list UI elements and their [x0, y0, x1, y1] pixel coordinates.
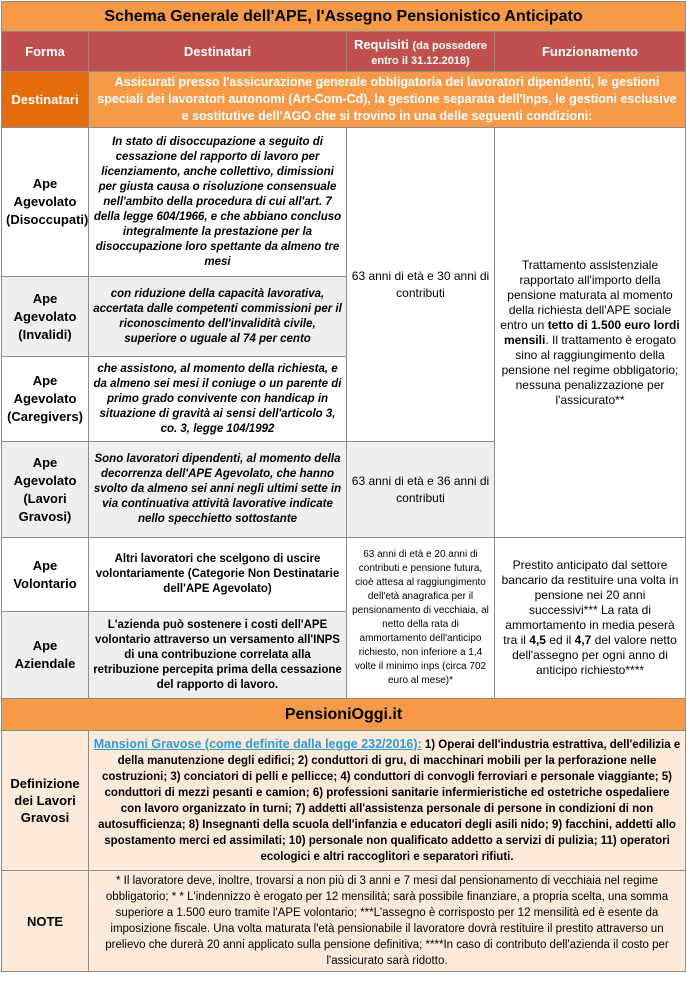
funzionamento-volontario-min: 4,5: [529, 633, 546, 647]
forma-volontario: Ape Volontario: [2, 538, 89, 612]
desc-disoccupati: In stato di disoccupazione a seguito di cessazione del rapporto di lavoro per licenziamento, anche collettivo, dimissioni per giusta causa o risoluzione consensuale nell'ambito della procedura di cui all'art. 7 della legge 604/1966, e che abbiano concluso integralmente la prestazione per la disoccupazione loro spettante da almeno tre mesi: [89, 128, 347, 277]
note-text: * Il lavoratore deve, inoltre, trovarsi a non più di 3 anni e 7 mesi dal pensionamento di vecchiaia nel regime obbligatorio; * * L'indennizzo è erogato per 12 mensilità; sarà possibile finanziare, a propria scelta, una somma superiore a 1.500 euro tramite l'APE volontario; ***L'assegno è corrisposto per 12 mensilità ed è esente da imposizione fiscale. Una volta maturata l'età pensionabile il lavoratore dovrà restituire il prestito attraverso un prelievo che durerà 20 anni applicato sulla pensione definitiva; ****In caso di contributo dell'azienda il costo per l'assicurato sarà ridotto.: [89, 871, 686, 972]
header-funzionamento: Funzionamento: [495, 32, 686, 72]
header-requisiti-label: Requisiti: [353, 36, 409, 52]
forma-disoccupati: Ape Agevolato (Disoccupati): [2, 128, 89, 277]
header-destinatari: Destinatari: [89, 32, 347, 72]
forma-aziendale: Ape Aziendale: [2, 612, 89, 699]
destinatari-text: Assicurati presso l'assicurazione generale obbligatoria dei lavoratori dipendenti, le gestioni speciali dei lavoratori autonomi (Art-Com-Cd), la gestione separata dell'Inps, le gestioni esclusive e sostitutive dell'AGO che si trovino in una delle seguenti condizioni:: [89, 72, 686, 128]
table-title: Schema Generale dell'APE, l'Assegno Pensionistico Anticipato: [2, 2, 686, 32]
requisiti-volontario: 63 anni di età e 20 anni di contributi e pensione futura, cioè attesa al raggiungimento dell'età anagrafica per il pensionamento di vecchiaia, al netto della rata di ammortamento dell'anticipo richiesto, non inferiore a 1,4 volte il minimo inps (circa 702 euro al mese)*: [347, 538, 495, 699]
funzionamento-agevolato: [495, 128, 686, 538]
brand-banner: PensioniOggi.it: [2, 699, 686, 731]
mansioni-gravose-link[interactable]: Mansioni Gravose (come definite dalla legge 232/2016):: [93, 737, 422, 751]
requisiti-agevolato-30: 63 anni di età e 30 anni di contributi: [347, 128, 495, 442]
funzionamento-agevolato-tetto: tetto di 1.500 euro lordi mensili: [503, 317, 680, 347]
funzionamento-volontario-a: Prestito anticipato dal settore bancario da restituire una volta in pensione nei 20 anni successivi*** La rata di ammortamento in media peserà tra il: [501, 558, 679, 647]
header-requisiti-note: (da possedere entro il 31.12.2018): [371, 39, 488, 67]
ape-schema-table: [1, 1, 686, 972]
note-label: NOTE: [2, 871, 89, 972]
lavori-gravosi-text: [89, 731, 686, 871]
header-forma: Forma: [2, 32, 89, 72]
requisiti-agevolato-36: 63 anni di età e 36 anni di contributi: [347, 442, 495, 538]
funzionamento-volontario-and: ed il: [549, 633, 572, 647]
destinatari-label: Destinatari: [2, 72, 89, 128]
desc-invalidi: con riduzione della capacità lavorativa, accertata dalle competenti commissioni per il riconoscimento dell'invalidità civile, superiore o uguale al 74 per cento: [89, 277, 347, 357]
funzionamento-agevolato-a: Trattamento assistenziale rapportato all'importo della pensione maturata al momento della richiesta dell'APE sociale entro un: [500, 257, 673, 332]
forma-lavori-gravosi: Ape Agevolato (Lavori Gravosi): [2, 442, 89, 538]
lavori-gravosi-label: Definizione dei Lavori Gravosi: [2, 731, 89, 871]
mansioni-gravose-list: 1) Operai dell'industria estrattiva, dell'edilizia e della manutenzione degli edifici; 2) conduttori di gru, di macchinari mobili per la perforazione nelle costruzioni; 3) conciatori di pelli e pellicce; 4) conduttori di convogli ferroviari e personale viaggiante; 5) conduttori di mezzi pesanti e camion; 6) professioni sanitarie infermieristiche ed ostetriche ospedaliere con lavoro organizzato in turni; 7) addetti all'assistenza personale di persone in condizioni di non autosufficienza; 8) Insegnanti della scuola dell'infanzia e educatori degli asili nido; 9) facchini, addetti allo spostamento merci ed assimilati; 10) personale non qualificato addetto a servizi di pulizia; 11) operatori ecologici e altri raccoglitori e separatori rifiuti.: [98, 739, 681, 863]
desc-volontario: Altri lavoratori che scelgono di uscire volontariamente (Categorie Non Destinatarie dell'APE Agevolato): [89, 538, 347, 612]
funzionamento-agevolato-b: . Il trattamento è erogato sino al raggiungimento della pensione nel regime obbligatorio; nessuna penalizzazione per l'assicurato**: [501, 332, 679, 407]
desc-aziendale: L'azienda può sostenere i costi dell'APE volontario attraverso un versamento all'INPS di una contribuzione correlata alla retribuzione percepita prima della cessazione del rapporto di lavoro.: [89, 612, 347, 699]
desc-lavori-gravosi: Sono lavoratori dipendenti, al momento della decorrenza dell'APE Agevolato, che hanno svolto da almeno sei anni negli ultimi sette in via continuativa attività lavorative indicate nello specchietto sottostante: [89, 442, 347, 538]
funzionamento-volontario-max: 4,7: [574, 633, 592, 647]
header-requisiti: [347, 32, 495, 72]
forma-invalidi: Ape Agevolato (Invalidi): [2, 277, 89, 357]
desc-caregivers: che assistono, al momento della richiesta, e da almeno sei mesi il coniuge o un parente di primo grado convivente con handicap in situazione di gravità ai sensi dell'articolo 3, co. 3, legge 104/1992: [89, 357, 347, 442]
funzionamento-volontario-c: del valore netto dell'assegno per ogni anno di anticipo richiesto****: [512, 633, 677, 677]
funzionamento-volontario: [495, 538, 686, 699]
forma-caregivers: Ape Agevolato (Caregivers): [2, 357, 89, 442]
